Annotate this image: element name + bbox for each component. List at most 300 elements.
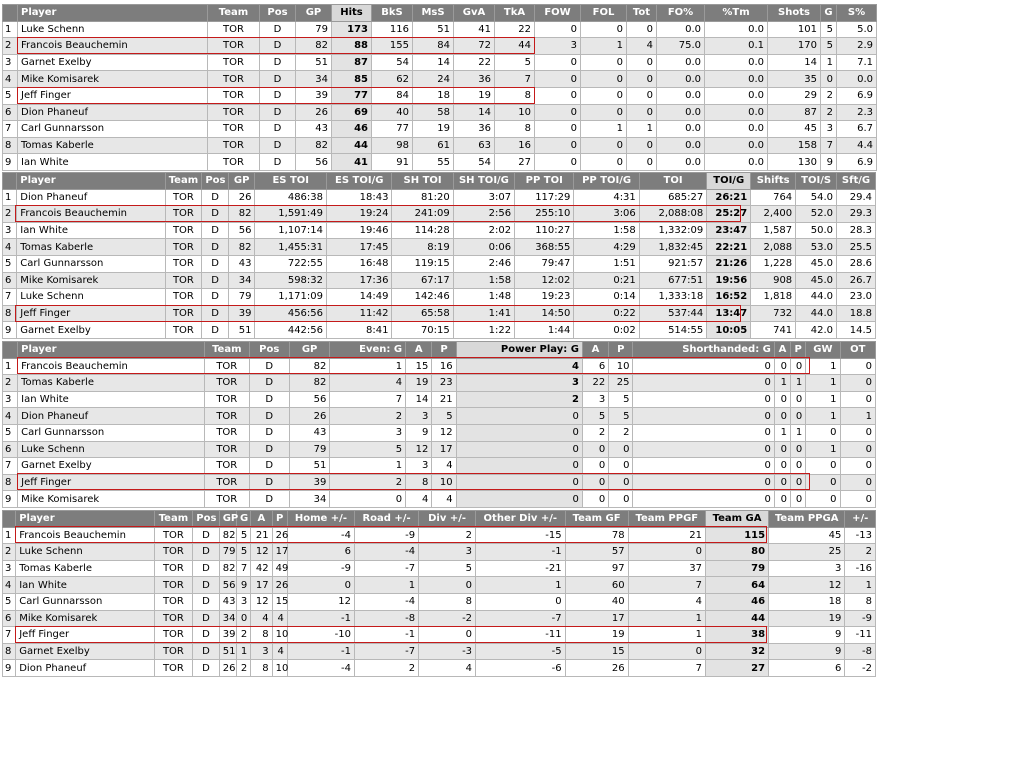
- stat-cell: 40: [565, 593, 628, 610]
- stat-cell: 12:02: [515, 272, 574, 289]
- stat-cell: 82: [219, 560, 236, 577]
- stat-cell: 28.6: [837, 255, 876, 272]
- stat-cell: 6: [287, 544, 354, 561]
- player-name-link[interactable]: Mike Komisarek: [18, 491, 205, 508]
- player-name-link[interactable]: Luke Schenn: [16, 544, 154, 561]
- player-name-link[interactable]: Dion Phaneuf: [16, 660, 154, 677]
- stat-cell: 18.8: [837, 305, 876, 322]
- stat-cell: 56: [228, 222, 255, 239]
- stat-cell: 0: [581, 137, 627, 154]
- column-header[interactable]: Pos: [260, 5, 296, 22]
- player-name-link[interactable]: Mike Komisarek: [16, 610, 154, 627]
- table-row: [3, 627, 876, 644]
- stat-cell: 34: [219, 610, 236, 627]
- player-name-link[interactable]: Carl Gunnarsson: [16, 593, 154, 610]
- stat-cell: 44: [705, 610, 768, 627]
- rank-cell: 8: [3, 474, 18, 491]
- stat-cell: 25.5: [837, 239, 876, 256]
- column-header[interactable]: SH TOI/G: [453, 173, 514, 190]
- column-header[interactable]: +/-: [845, 511, 876, 528]
- stat-cell: 19: [406, 375, 432, 392]
- stat-cell: 7.1: [837, 54, 877, 71]
- stat-cell: 34: [289, 491, 329, 508]
- stat-cell: 158: [768, 137, 821, 154]
- stat-cell: 2: [354, 660, 418, 677]
- rank-cell: 7: [3, 627, 16, 644]
- stat-cell: 1: [791, 424, 806, 441]
- stat-cell: 155: [372, 38, 413, 55]
- column-header[interactable]: FOL: [581, 5, 627, 22]
- stat-cell: 41: [332, 154, 372, 171]
- column-header[interactable]: G: [237, 511, 251, 528]
- stat-cell: 9: [769, 627, 845, 644]
- column-header[interactable]: Home +/-: [287, 511, 354, 528]
- stat-cell: 4: [627, 38, 657, 55]
- stat-cell: 3:07: [453, 189, 514, 206]
- stat-cell: 22: [582, 375, 608, 392]
- player-name-link[interactable]: Ian White: [18, 154, 208, 171]
- column-header[interactable]: BkS: [372, 5, 413, 22]
- player-name-link[interactable]: Ian White: [16, 577, 154, 594]
- stat-cell: 908: [751, 272, 796, 289]
- player-name-link[interactable]: Jeff Finger: [17, 305, 165, 322]
- stat-cell: 39: [228, 305, 255, 322]
- stat-cell: 2: [419, 527, 476, 544]
- column-header[interactable]: FO%: [657, 5, 705, 22]
- stat-cell: 8: [495, 87, 535, 104]
- stat-cell: TOR: [205, 375, 249, 392]
- stat-cell: 44: [332, 137, 372, 154]
- stat-cell: 14.5: [837, 322, 876, 339]
- stat-cell: 456:56: [255, 305, 327, 322]
- stat-cell: 79: [228, 289, 255, 306]
- stat-cell: 82: [219, 527, 236, 544]
- column-header[interactable]: Player: [18, 5, 208, 22]
- stat-cell: 35: [768, 71, 821, 88]
- rank-cell: 4: [3, 577, 16, 594]
- column-header[interactable]: Team PPGA: [769, 511, 845, 528]
- column-header[interactable]: Tot: [627, 5, 657, 22]
- column-header[interactable]: Power Play: G: [456, 342, 582, 359]
- stat-cell: 4: [432, 458, 456, 475]
- stat-cell: D: [193, 544, 219, 561]
- stat-cell: TOR: [154, 627, 193, 644]
- stat-cell: -21: [476, 560, 566, 577]
- stat-cell: TOR: [165, 255, 202, 272]
- stat-cell: 0: [774, 474, 790, 491]
- rank-cell: 8: [3, 305, 17, 322]
- stat-cell: 0: [456, 474, 582, 491]
- stat-cell: 119:15: [392, 255, 453, 272]
- stat-cell: D: [249, 358, 289, 375]
- table-row: [3, 358, 876, 375]
- stat-cell: 0: [476, 593, 566, 610]
- column-header[interactable]: Pos: [202, 173, 229, 190]
- column-header[interactable]: TOI: [639, 173, 706, 190]
- stat-cell: 45.0: [796, 255, 837, 272]
- stat-cell: 2.9: [837, 38, 877, 55]
- rank-cell: 7: [3, 121, 18, 138]
- stat-cell: 51: [228, 322, 255, 339]
- stat-cell: 598:32: [255, 272, 327, 289]
- rank-cell: 1: [3, 21, 18, 38]
- stat-cell: 7: [821, 137, 837, 154]
- stat-cell: TOR: [165, 222, 202, 239]
- player-name-link[interactable]: Mike Komisarek: [17, 272, 165, 289]
- player-name-link[interactable]: Luke Schenn: [18, 21, 208, 38]
- stat-cell: 0:14: [574, 289, 639, 306]
- column-header[interactable]: Sft/G: [837, 173, 876, 190]
- stat-cell: 8: [251, 627, 272, 644]
- column-header[interactable]: A: [251, 511, 272, 528]
- column-header[interactable]: MsS: [413, 5, 454, 22]
- table-row: [3, 560, 876, 577]
- stat-cell: 82: [296, 137, 332, 154]
- stat-cell: 0: [456, 441, 582, 458]
- column-header[interactable]: G: [821, 5, 837, 22]
- stat-cell: 0: [581, 154, 627, 171]
- column-header[interactable]: Pos: [249, 342, 289, 359]
- stat-cell: 26: [289, 408, 329, 425]
- column-header[interactable]: S%: [837, 5, 877, 22]
- points-header-row: [3, 342, 876, 359]
- column-header[interactable]: Team: [165, 173, 202, 190]
- player-name-link[interactable]: Francois Beauchemin: [16, 527, 154, 544]
- stat-cell: TOR: [208, 21, 260, 38]
- rank-cell: 2: [3, 375, 18, 392]
- column-header[interactable]: A: [582, 342, 608, 359]
- stat-cell: 0: [840, 358, 875, 375]
- stat-cell: 4:31: [574, 189, 639, 206]
- column-header[interactable]: P: [432, 342, 456, 359]
- stat-cell: 17: [565, 610, 628, 627]
- stat-cell: 3: [456, 375, 582, 392]
- rank-cell: 1: [3, 189, 17, 206]
- stat-cell: 0: [419, 627, 476, 644]
- stat-cell: 14:49: [327, 289, 392, 306]
- column-header[interactable]: Team: [208, 5, 260, 22]
- stat-cell: 0: [609, 458, 633, 475]
- stat-cell: 29.4: [837, 189, 876, 206]
- stat-cell: -13: [845, 527, 876, 544]
- stat-cell: TOR: [165, 289, 202, 306]
- stat-cell: 685:27: [639, 189, 706, 206]
- column-header[interactable]: Player: [18, 342, 205, 359]
- column-header[interactable]: Pos: [193, 511, 219, 528]
- column-header[interactable]: A: [774, 342, 790, 359]
- stat-cell: 3: [535, 38, 581, 55]
- column-header[interactable]: ES TOI: [255, 173, 327, 190]
- stat-cell: 0.0: [657, 121, 705, 138]
- stat-cell: 97: [565, 560, 628, 577]
- player-name-link[interactable]: Garnet Exelby: [18, 458, 205, 475]
- column-header[interactable]: P: [791, 342, 806, 359]
- stat-cell: 0.0: [705, 104, 768, 121]
- stat-cell: 12: [251, 593, 272, 610]
- stat-cell: 88: [332, 38, 372, 55]
- stat-cell: 5: [495, 54, 535, 71]
- stat-cell: 677:51: [639, 272, 706, 289]
- stat-cell: 1: [806, 375, 840, 392]
- column-header[interactable]: Team PPGF: [628, 511, 705, 528]
- stat-cell: 0: [806, 474, 840, 491]
- stat-cell: TOR: [205, 424, 249, 441]
- stat-cell: 4: [628, 593, 705, 610]
- rank-cell: 4: [3, 408, 18, 425]
- player-name-link[interactable]: Tomas Kaberle: [18, 137, 208, 154]
- player-name-link[interactable]: Jeff Finger: [16, 627, 154, 644]
- stat-cell: 23.0: [837, 289, 876, 306]
- column-header[interactable]: Shorthanded: G: [633, 342, 774, 359]
- toi-header-row: [3, 173, 876, 190]
- column-header[interactable]: [3, 511, 16, 528]
- player-name-link[interactable]: Carl Gunnarsson: [18, 121, 208, 138]
- player-name-link[interactable]: Ian White: [17, 222, 165, 239]
- stat-cell: 442:56: [255, 322, 327, 339]
- player-name-link[interactable]: Jeff Finger: [18, 87, 208, 104]
- stat-cell: TOR: [205, 458, 249, 475]
- stat-cell: 18:43: [327, 189, 392, 206]
- column-header[interactable]: Even: G: [330, 342, 406, 359]
- stat-cell: 0: [791, 358, 806, 375]
- stat-cell: 110:27: [515, 222, 574, 239]
- column-header[interactable]: GP: [219, 511, 236, 528]
- column-header[interactable]: PP TOI: [515, 173, 574, 190]
- toi-table: [2, 172, 876, 339]
- stat-cell: TOR: [208, 38, 260, 55]
- column-header[interactable]: Team: [205, 342, 249, 359]
- stat-cell: 1,332:09: [639, 222, 706, 239]
- stat-cell: 0: [840, 474, 875, 491]
- hits-header-row: [3, 5, 877, 22]
- column-header[interactable]: GP: [228, 173, 255, 190]
- stat-cell: 0: [774, 458, 790, 475]
- stat-cell: 1: [354, 577, 418, 594]
- stat-cell: 8:41: [327, 322, 392, 339]
- table-row: [3, 104, 877, 121]
- player-name-link[interactable]: Tomas Kaberle: [16, 560, 154, 577]
- column-header[interactable]: Team: [154, 511, 193, 528]
- stat-cell: 0: [628, 643, 705, 660]
- player-name-link[interactable]: Dion Phaneuf: [17, 189, 165, 206]
- stat-cell: D: [202, 206, 229, 223]
- player-name-link[interactable]: Ian White: [18, 391, 205, 408]
- player-name-link[interactable]: Francois Beauchemin: [17, 206, 165, 223]
- stat-cell: D: [202, 222, 229, 239]
- stat-cell: 2: [845, 544, 876, 561]
- stat-cell: 58: [413, 104, 454, 121]
- rank-cell: 9: [3, 660, 16, 677]
- stat-cell: 42.0: [796, 322, 837, 339]
- stat-cell: 0: [582, 458, 608, 475]
- table-row: [3, 491, 876, 508]
- column-header[interactable]: OT: [840, 342, 875, 359]
- column-header[interactable]: ES TOI/G: [327, 173, 392, 190]
- column-header[interactable]: %Tm: [705, 5, 768, 22]
- stat-cell: 51: [413, 21, 454, 38]
- stat-cell: -11: [845, 627, 876, 644]
- column-header[interactable]: Player: [16, 511, 154, 528]
- column-header[interactable]: GP: [296, 5, 332, 22]
- stat-cell: 537:44: [639, 305, 706, 322]
- stat-cell: D: [260, 137, 296, 154]
- stat-cell: 65:58: [392, 305, 453, 322]
- stat-cell: 36: [454, 121, 495, 138]
- column-header[interactable]: GW: [806, 342, 840, 359]
- stat-cell: 26: [296, 104, 332, 121]
- player-name-link[interactable]: Carl Gunnarsson: [17, 255, 165, 272]
- stat-cell: D: [249, 441, 289, 458]
- stat-cell: TOR: [154, 593, 193, 610]
- stat-cell: 82: [289, 358, 329, 375]
- stat-cell: 0.0: [705, 87, 768, 104]
- stat-cell: 79: [296, 21, 332, 38]
- stat-cell: TOR: [208, 87, 260, 104]
- rank-cell: 6: [3, 610, 16, 627]
- stat-cell: 0: [581, 104, 627, 121]
- player-name-link[interactable]: Dion Phaneuf: [18, 408, 205, 425]
- stat-cell: 1: [628, 610, 705, 627]
- rank-cell: 7: [3, 458, 18, 475]
- column-header[interactable]: Road +/-: [354, 511, 418, 528]
- player-name-link[interactable]: Jeff Finger: [18, 474, 205, 491]
- stat-cell: 60: [565, 577, 628, 594]
- points-table: [2, 341, 876, 508]
- column-header[interactable]: TOI/G: [707, 173, 751, 190]
- stat-cell: 82: [228, 239, 255, 256]
- stat-cell: 14:50: [515, 305, 574, 322]
- column-header[interactable]: Team GA: [705, 511, 768, 528]
- column-header[interactable]: [3, 173, 17, 190]
- stat-cell: 0: [840, 458, 875, 475]
- player-name-link[interactable]: Garnet Exelby: [16, 643, 154, 660]
- stat-cell: D: [260, 71, 296, 88]
- player-name-link[interactable]: Garnet Exelby: [18, 54, 208, 71]
- stat-cell: -4: [354, 544, 418, 561]
- column-header[interactable]: SH TOI: [392, 173, 453, 190]
- stat-cell: 0: [806, 424, 840, 441]
- player-name-link[interactable]: Tomas Kaberle: [18, 375, 205, 392]
- table-row: [3, 121, 877, 138]
- player-name-link[interactable]: Luke Schenn: [18, 441, 205, 458]
- stat-cell: 56: [219, 577, 236, 594]
- stat-cell: TOR: [154, 527, 193, 544]
- rank-cell: 5: [3, 424, 18, 441]
- column-header[interactable]: FOW: [535, 5, 581, 22]
- stat-cell: -8: [354, 610, 418, 627]
- stat-cell: 0: [456, 408, 582, 425]
- player-name-link[interactable]: Luke Schenn: [17, 289, 165, 306]
- stat-cell: -1: [354, 627, 418, 644]
- stat-cell: 0: [633, 375, 774, 392]
- stat-cell: 45.0: [796, 272, 837, 289]
- player-name-link[interactable]: Tomas Kaberle: [17, 239, 165, 256]
- column-header[interactable]: PP TOI/G: [574, 173, 639, 190]
- stat-cell: 368:55: [515, 239, 574, 256]
- stat-cell: 26: [228, 189, 255, 206]
- stat-cell: 1:41: [453, 305, 514, 322]
- column-header[interactable]: GP: [289, 342, 329, 359]
- stat-cell: 1: [330, 458, 406, 475]
- table-row: [3, 458, 876, 475]
- column-header[interactable]: Div +/-: [419, 511, 476, 528]
- table-row: [3, 441, 876, 458]
- stat-cell: 921:57: [639, 255, 706, 272]
- stat-cell: 51: [219, 643, 236, 660]
- column-header[interactable]: Shots: [768, 5, 821, 22]
- player-name-link[interactable]: Francois Beauchemin: [18, 358, 205, 375]
- stat-cell: 0:06: [453, 239, 514, 256]
- stat-cell: 84: [372, 87, 413, 104]
- column-header[interactable]: Shifts: [751, 173, 796, 190]
- stat-cell: 3: [769, 560, 845, 577]
- stat-cell: 0: [287, 577, 354, 594]
- stat-cell: 0.0: [705, 21, 768, 38]
- column-header[interactable]: [3, 5, 18, 22]
- stat-cell: D: [260, 87, 296, 104]
- stat-cell: TOR: [154, 610, 193, 627]
- player-name-link[interactable]: Mike Komisarek: [18, 71, 208, 88]
- stat-cell: 44: [495, 38, 535, 55]
- player-name-link[interactable]: Francois Beauchemin: [18, 38, 208, 55]
- stat-cell: 2.3: [837, 104, 877, 121]
- column-header[interactable]: TOI/S: [796, 173, 837, 190]
- stat-cell: 51: [296, 54, 332, 71]
- stat-cell: 11:42: [327, 305, 392, 322]
- column-header[interactable]: P: [609, 342, 633, 359]
- stat-cell: 17:36: [327, 272, 392, 289]
- player-name-link[interactable]: Garnet Exelby: [17, 322, 165, 339]
- stat-cell: 9: [406, 424, 432, 441]
- stat-cell: 5: [821, 38, 837, 55]
- column-header[interactable]: [3, 342, 18, 359]
- stat-cell: TOR: [154, 544, 193, 561]
- stat-cell: 22:21: [707, 239, 751, 256]
- stat-cell: 22: [495, 21, 535, 38]
- stat-cell: TOR: [154, 660, 193, 677]
- stat-cell: -2: [419, 610, 476, 627]
- stat-cell: 1: [330, 358, 406, 375]
- stat-cell: 6.9: [837, 154, 877, 171]
- rank-cell: 3: [3, 560, 16, 577]
- stat-cell: 39: [296, 87, 332, 104]
- stat-cell: 0: [456, 491, 582, 508]
- column-header[interactable]: A: [406, 342, 432, 359]
- player-name-link[interactable]: Dion Phaneuf: [18, 104, 208, 121]
- column-header[interactable]: P: [272, 511, 287, 528]
- stat-cell: 25: [769, 544, 845, 561]
- column-header[interactable]: Player: [17, 173, 165, 190]
- stat-cell: -9: [287, 560, 354, 577]
- stat-cell: 3: [419, 544, 476, 561]
- column-header[interactable]: Team GF: [565, 511, 628, 528]
- column-header[interactable]: GvA: [454, 5, 495, 22]
- table-row: [3, 408, 876, 425]
- column-header[interactable]: TkA: [495, 5, 535, 22]
- stat-cell: 0: [774, 358, 790, 375]
- stat-cell: 0: [633, 408, 774, 425]
- stat-cell: 1: [237, 643, 251, 660]
- stat-cell: 1,107:14: [255, 222, 327, 239]
- column-header[interactable]: Hits: [332, 5, 372, 22]
- column-header[interactable]: Other Div +/-: [476, 511, 566, 528]
- stat-cell: 2: [330, 408, 406, 425]
- stat-cell: 0:22: [574, 305, 639, 322]
- stat-cell: 4: [272, 610, 287, 627]
- player-name-link[interactable]: Carl Gunnarsson: [18, 424, 205, 441]
- rank-cell: 4: [3, 71, 18, 88]
- stat-cell: 3: [406, 458, 432, 475]
